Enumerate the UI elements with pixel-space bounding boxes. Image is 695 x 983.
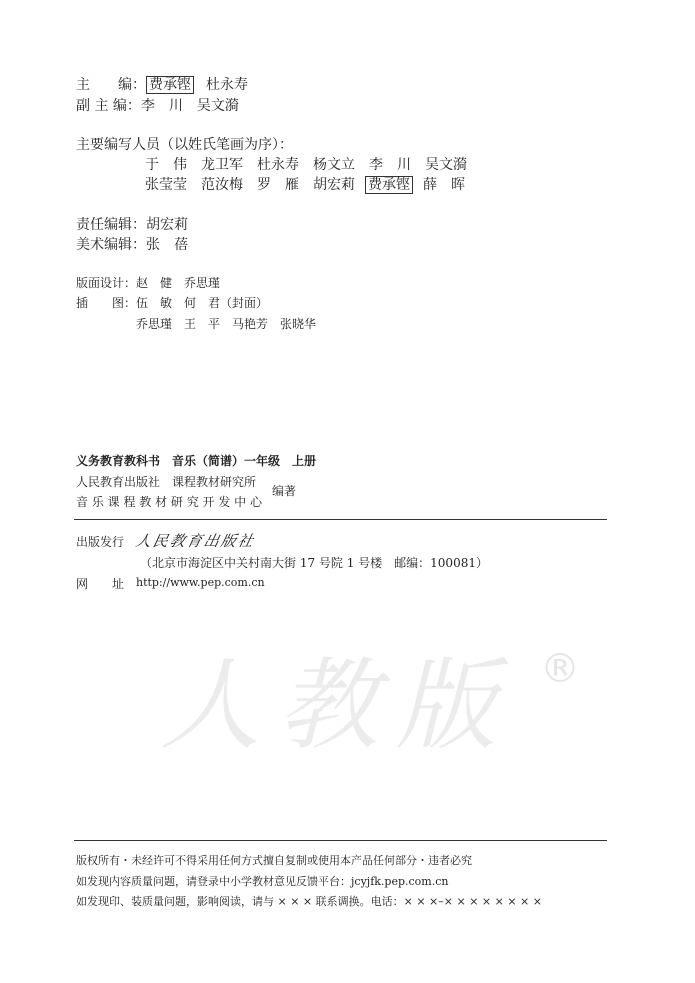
publisher-line-1: 人民教育出版社 课程教材研究所 (76, 475, 257, 489)
watermark-text: 人教版 (160, 647, 514, 764)
deputy-editor-names: 李 川 吴文漪 (140, 98, 239, 114)
authors-line-2 (145, 174, 465, 194)
illustration-line-2: 乔思瑾 王 平 马艳芳 张晓华 (136, 317, 317, 331)
divider-top (74, 519, 607, 520)
watermark-logo (140, 630, 600, 770)
illustration-line-1: 插 图：伍 敏 何 君（封面） (76, 296, 269, 310)
print-feedback: 如发现印、装质量问题，影响阅读，请与 × × × 联系调换。电话：× × ×–× × × × × × × × (76, 895, 542, 908)
responsible-editor: 责任编辑：胡宏莉 (76, 217, 188, 233)
watermark-registered: ® (540, 646, 580, 692)
chief-editor-label: 主 编： (76, 77, 146, 93)
content-feedback: 如发现内容质量问题，请登录中小学教材意见反馈平台：jcyjfk.pep.com.cn (76, 875, 449, 888)
divider-bottom (74, 840, 607, 841)
art-editor: 美术编辑：张 蓓 (76, 237, 188, 253)
book-title: 义务教育教科书 音乐（简谱）一年级 上册 (76, 454, 317, 468)
deputy-editor-label: 副 主 编： (76, 98, 141, 114)
main-authors-label: 主要编写人员（以姓氏笔画为序）： (76, 137, 293, 153)
authors-line-2-names: 张莹莹 范汝梅 罗 雁 胡宏莉 (145, 177, 355, 193)
layout-design: 版面设计：赵 健 乔思瑾 (76, 276, 221, 290)
authors-line-2-last: 薛 晖 (423, 177, 465, 193)
chief-editor-other-name: 杜永寿 (206, 77, 248, 93)
website-url: http://www.pep.com.cn (136, 576, 265, 589)
copyright-notice: 版权所有・未经许可不得采用任何方式擅自复制或使用本产品任何部分・违者必究 (76, 854, 472, 867)
chief-editor-line (76, 74, 248, 94)
authors-boxed-name: 费承铿 (365, 176, 413, 194)
authors-line-1: 于 伟 龙卫军 杜永寿 杨文立 李 川 吴文漪 (145, 157, 467, 173)
publish-address: （北京市海淀区中关村南大街 17 号院 1 号楼 邮编：100081） (140, 556, 488, 570)
chief-editor-boxed-name: 费承铿 (146, 76, 194, 94)
website-label: 网 址 (76, 577, 125, 591)
compiled-label: 编著 (272, 484, 297, 498)
deputy-editor-line (76, 95, 239, 115)
publisher-line-2: 音 乐 课 程 教 材 研 究 开 发 中 心 (76, 495, 262, 509)
publish-label: 出版发行 (76, 535, 125, 549)
publisher-logo: 人民教育出版社 (133, 532, 257, 550)
